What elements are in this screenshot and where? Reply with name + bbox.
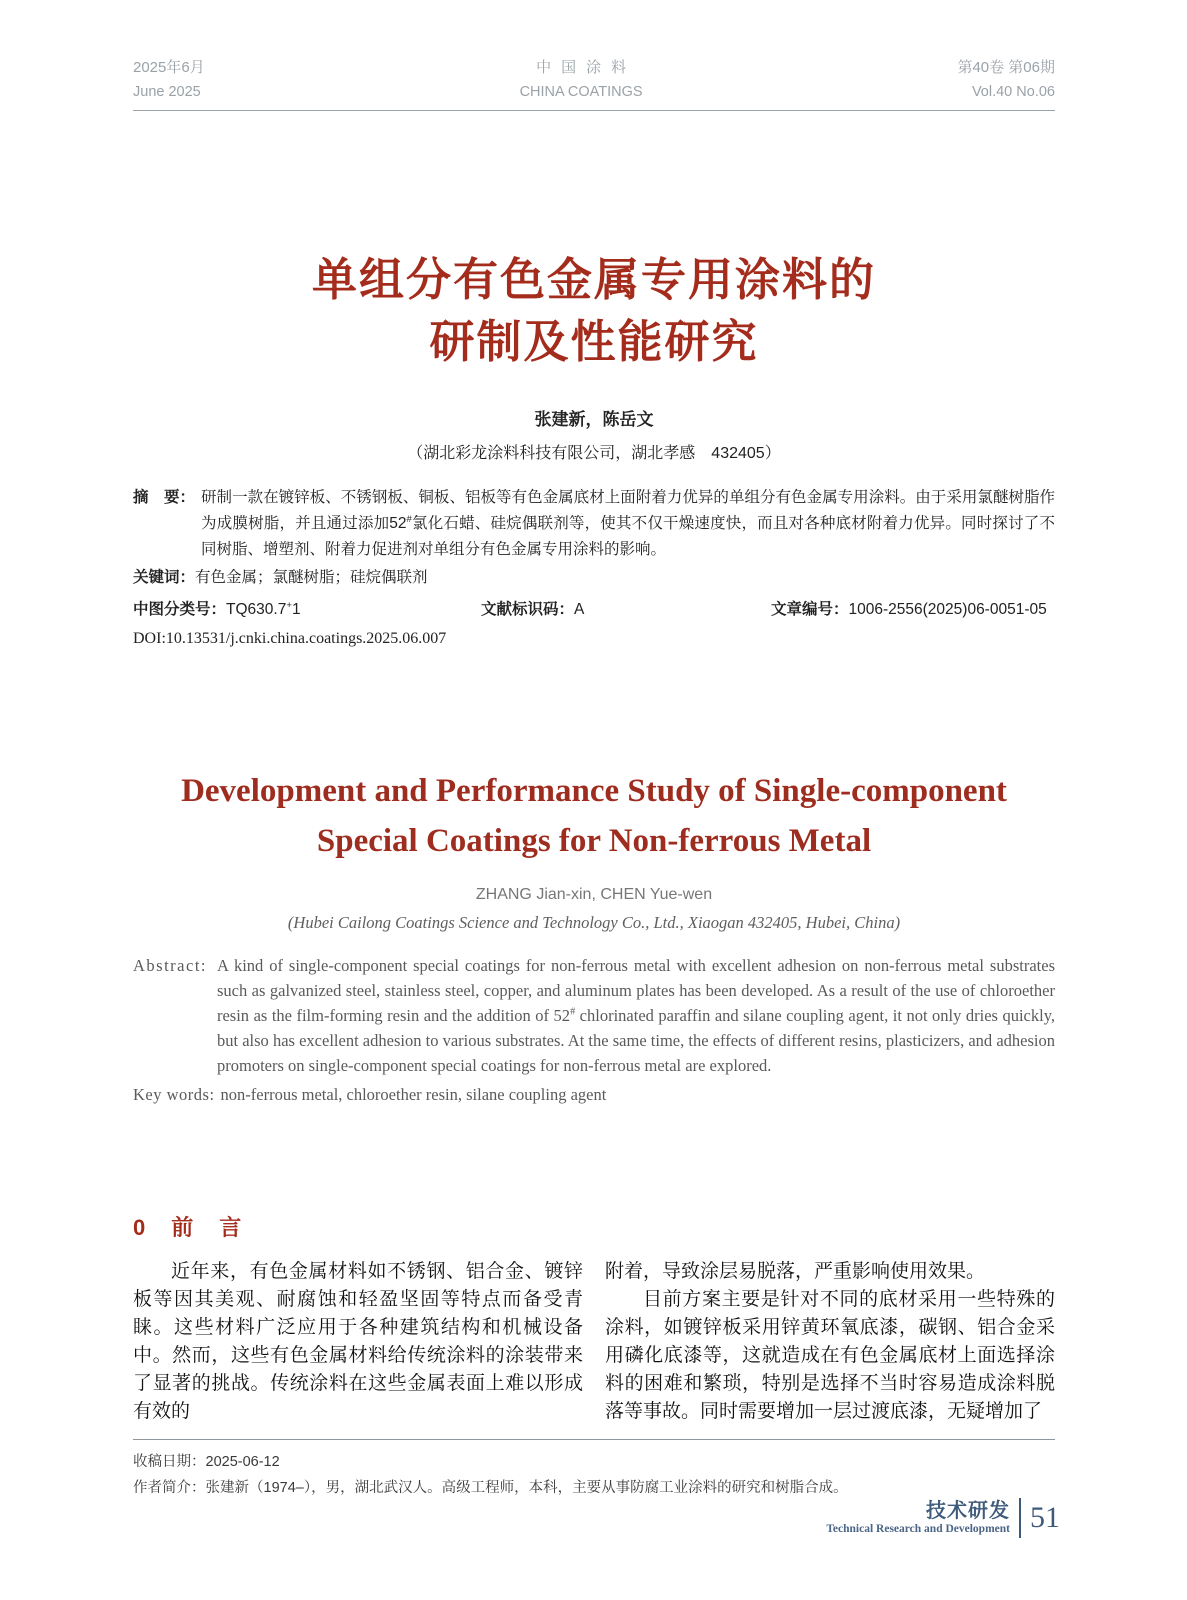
keywords-en-label: Key words: [133, 1085, 215, 1104]
page-footer [826, 1498, 1060, 1538]
abstract-en [133, 953, 1055, 1078]
body-paragraph: 目前方案主要是针对不同的底材采用一些特殊的涂料，如镀锌板采用锌黄环氧底漆，碳钢、铝合金采用磷化底漆等，这就造成在有色金属底材上面选择涂料的困难和繁琐，特别是选择不当时容易造成涂料脱落等事故。同时需要增加一层过渡底漆，无疑增加了 [605, 1289, 1055, 1422]
header-date-en: June 2025 [133, 84, 201, 100]
clc-number [133, 597, 481, 623]
body-paragraph: 近年来，有色金属材料如不锈钢、铝合金、镀锌板等因其美观、耐腐蚀和轻盈坚固等特点而备受青睐。这些材料广泛应用于各种建筑结构和机械设备中。然而，这些有色金属材料给传统涂料的涂装带来了显著的挑战。传统涂料在这些金属表面上难以形成有效的 [133, 1261, 583, 1422]
affiliation-en: (Hubei Cailong Coatings Science and Technology Co., Ltd., Xiaogan 432405, Hubei, China) [287, 913, 901, 932]
header-volume-cn: 第40卷 第06期 [957, 59, 1055, 76]
article-title-en [133, 766, 1055, 866]
footer-category-en: Technical Research and Development [826, 1522, 1010, 1535]
keywords-cn-label: 关键词： [133, 569, 196, 586]
abstract-cn [133, 485, 1055, 563]
article-id [771, 597, 1047, 623]
article-title-en-line2: Special Coatings for Non-ferrous Metal [316, 823, 872, 859]
footer-category-cn: 技术研发 [926, 1499, 1010, 1522]
footer-category [826, 1500, 1019, 1537]
body-column-left [133, 1258, 583, 1426]
abstract-en-part2: chlorinated paraffin and silane coupling agent, it not only dries quickly, but also has excellent adhesion to various substrates. At the same time, the effects of different resins, plasticizers, and adhesion promoters on single-component special coatings for non-ferrous metal are explored. [216, 1006, 1055, 1075]
header-volume-en: Vol.40 No.06 [971, 84, 1055, 100]
header-date-cn: 2025年6月 [133, 59, 205, 76]
article-title-en-line1: Development and Performance Study of Single-component [181, 773, 1007, 809]
header-date [133, 56, 205, 104]
keywords-cn [133, 565, 1055, 591]
abstract-cn-part1: 研制一款在镀锌板、不锈钢板、铜板、铝板等有色金属底材上面附着力优异的单组分有色金属专用涂料。由于采用氯醚树脂作为成膜树脂，并且通过添加52 [201, 489, 1055, 532]
page-number: 51 [1019, 1498, 1060, 1538]
header-volume [957, 56, 1055, 104]
abstract-cn-label: 摘 要： [133, 489, 196, 506]
section-heading-preface: 0 前 言 [133, 1215, 244, 1240]
abstract-en-sup: # [570, 1006, 576, 1018]
body-columns [133, 1258, 1055, 1426]
article-title-cn-line2: 研制及性能研究 [429, 316, 759, 367]
authors-cn: 张建新，陈岳文 [534, 410, 654, 429]
keywords-en [133, 1082, 1055, 1107]
author-bio-label: 作者简介： [133, 1480, 206, 1496]
doc-code-label: 文献标识码： [481, 601, 575, 618]
doc-code-value: A [574, 601, 585, 618]
abstract-en-label: Abstract: [133, 956, 207, 975]
author-bio-text: 张建新（1974–），男，湖北武汉人。高级工程师，本科，主要从事防腐工业涂料的研究和树脂合成。 [205, 1480, 848, 1496]
document-code [481, 597, 771, 623]
authors-en: ZHANG Jian-xin, CHEN Yue-wen [475, 886, 713, 903]
received-date-label: 收稿日期： [133, 1454, 206, 1470]
abstract-cn-part2: 氯化石蜡、硅烷偶联剂等，使其不仅干燥速度快，而且对各种底材附着力优异。同时探讨了不同树脂、增塑剂、附着力促进剂对单组分有色金属专用涂料的影响。 [201, 515, 1055, 558]
clc-sup: + [286, 599, 292, 611]
clc-base: TQ630.7 [226, 601, 287, 618]
received-date [133, 1449, 1055, 1475]
received-date-value: 2025-06-12 [205, 1454, 280, 1470]
footnote-divider [133, 1439, 1055, 1440]
classification-row [133, 597, 1055, 623]
journal-header [133, 0, 1055, 111]
body-paragraph: 附着，导致涂层易脱落，严重影响使用效果。 [605, 1261, 986, 1282]
article-title-cn-line1: 单组分有色金属专用涂料的 [311, 254, 876, 305]
abstract-en-text [217, 953, 1055, 1078]
journal-name-en: CHINA COATINGS [519, 84, 643, 100]
keywords-en-text: non-ferrous metal, chloroether resin, silane coupling agent [220, 1085, 607, 1104]
article-id-value: 1006-2556(2025)06-0051-05 [848, 601, 1047, 618]
clc-label: 中图分类号： [133, 601, 227, 618]
footnotes [133, 1449, 1055, 1501]
doi: DOI:10.13531/j.cnki.china.coatings.2025.06.007 [133, 630, 447, 647]
journal-name-cn: 中国涂料 [536, 59, 637, 76]
article-id-label: 文章编号： [771, 601, 849, 618]
abstract-en-part1: A kind of single-component special coatings for non-ferrous metal with excellent adhesion on non-ferrous metal substrates such as galvanized steel, stainless steel, copper, and aluminum plates has been developed. As a result of the use of chloroether resin as the film-forming resin and the addition of 52 [216, 956, 1055, 1025]
affiliation-cn: （湖北彩龙涂料科技有限公司，湖北孝感 432405） [407, 445, 781, 462]
article-title-cn [133, 249, 1055, 373]
clc-tail: 1 [291, 601, 301, 618]
header-journal-name [520, 56, 643, 104]
body-column-right [605, 1258, 1055, 1426]
keywords-cn-text: 有色金属；氯醚树脂；硅烷偶联剂 [195, 569, 428, 586]
abstract-cn-sup: # [406, 513, 412, 525]
abstract-cn-text [201, 485, 1055, 563]
